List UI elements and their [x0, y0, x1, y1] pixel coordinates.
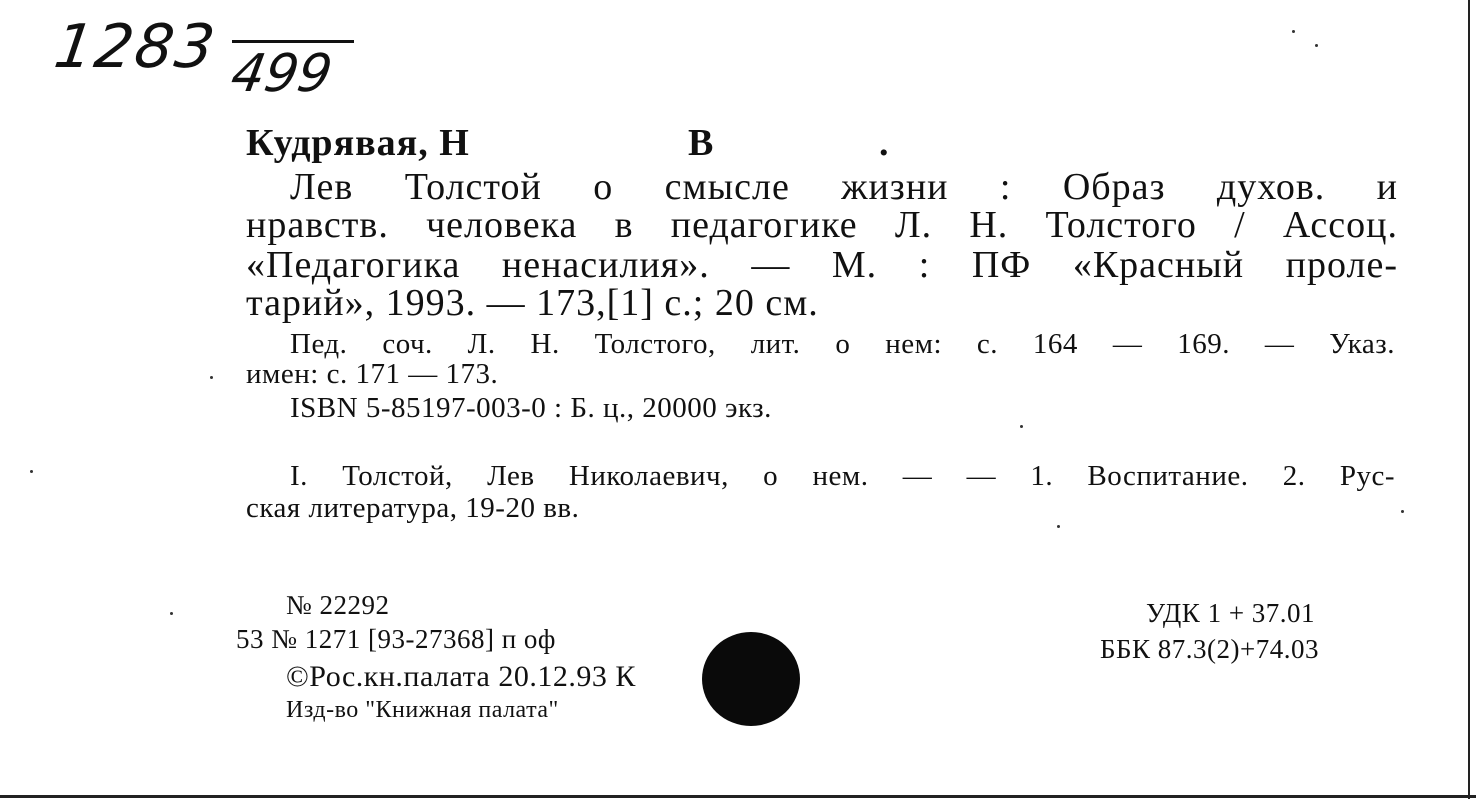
udk-code: УДК 1 + 37.01 [1146, 598, 1316, 628]
subject-line-1: I. Толстой, Лев Николаевич, о нем. — — 1. Воспитание. 2. Рус- [290, 460, 1395, 492]
title-line-3: «Педагогика ненасилия». — М. : ПФ «Красный проле- [246, 244, 1398, 286]
scan-speck [170, 612, 173, 615]
card-bottom-edge [0, 795, 1476, 798]
scan-speck [210, 376, 213, 379]
bbk-code: ББК 87.3(2)+74.03 [1100, 634, 1319, 664]
redaction-mark [702, 632, 800, 726]
title-line-4: тарий», 1993. — 173,[1] с.; 20 см. [246, 282, 819, 324]
scan-speck [1315, 44, 1318, 47]
title-line-2: нравств. человека в педагогике Л. Н. Толстого / Ассоц. [246, 204, 1398, 246]
scan-speck [1020, 425, 1023, 428]
footer-number: № 22292 [286, 590, 390, 620]
handwritten-underline [232, 40, 354, 43]
author-dot: . [879, 122, 890, 164]
author-initial: В [688, 122, 715, 164]
scan-speck [30, 470, 33, 473]
scan-speck [1401, 510, 1404, 513]
note-line-2: имен: с. 171 — 173. [246, 358, 499, 390]
footer-code: 53 № 1271 [93-27368] п оф [236, 624, 556, 654]
footer-publisher: Изд-во "Книжная палата" [286, 697, 559, 723]
isbn-line: ISBN 5-85197-003-0 : Б. ц., 20000 экз. [290, 392, 772, 424]
note-line-1: Пед. соч. Л. Н. Толстого, лит. о нем: с. 164 — 169. — Указ. [290, 328, 1395, 360]
subject-line-2: ская литература, 19-20 вв. [246, 492, 580, 524]
title-line-1: Лев Толстой о смысле жизни : Образ духов. и [290, 166, 1398, 208]
author-name: Кудрявая, Н [246, 122, 470, 164]
handwritten-subnumber: 499 [226, 44, 337, 104]
card-right-edge [1468, 0, 1470, 799]
scan-speck [1057, 525, 1060, 528]
footer-publisher-chamber: ©Рос.кн.палата 20.12.93 К [286, 660, 636, 693]
scan-speck [1292, 30, 1295, 33]
handwritten-number: 1283 [50, 12, 221, 82]
